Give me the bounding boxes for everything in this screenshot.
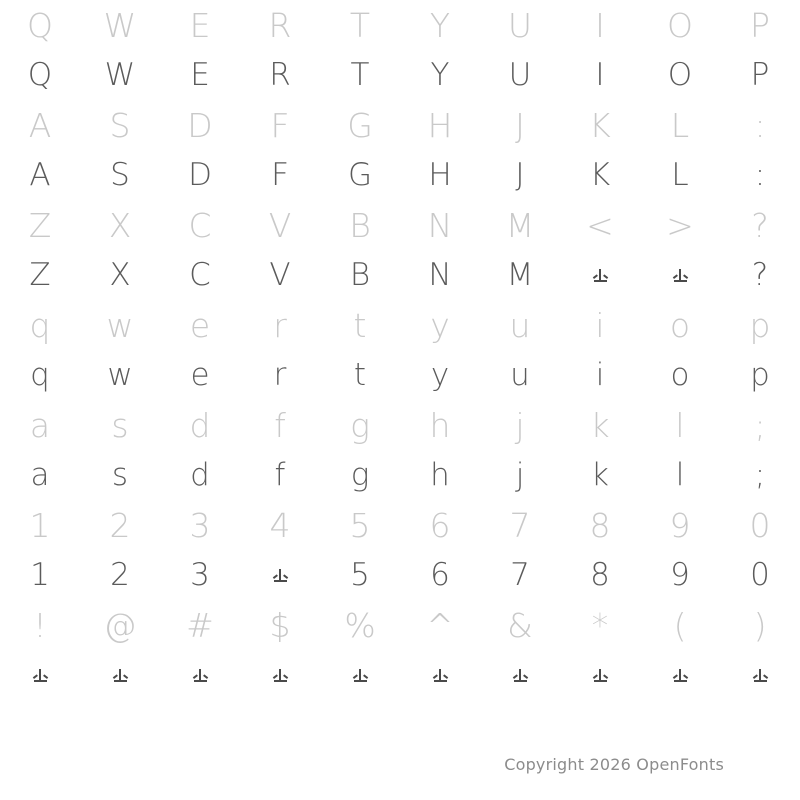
glyph-cell: w [106,305,134,345]
glyph-cell: Q [27,56,53,93]
glyph-cell: X [108,205,132,245]
glyph-cell: i [595,356,605,393]
glyph-cell: M [506,256,534,293]
copyright-notice: Copyright 2026 OpenFonts [504,755,724,774]
glyph-cell: h [429,405,451,445]
glyph-cell: A [29,156,51,193]
glyph-cell-notdef [560,650,640,700]
glyph-cell: 6 [429,505,451,545]
glyph-cell: i [595,305,605,345]
glyph-cell-notdef [240,550,320,600]
glyph-cell: D [187,105,213,145]
glyph-cell: B [349,205,371,245]
glyph-cell: N [428,256,452,293]
glyph-cell: k [590,405,610,445]
glyph-cell: G [347,156,373,193]
glyph-cell: 2 [109,505,131,545]
glyph-cell: @ [103,605,137,645]
glyph-cell: 4 [269,505,291,545]
glyph-cell: u [509,305,531,345]
glyph-cell: L [670,105,690,145]
glyph-cell-notdef [0,650,80,700]
notdef-box-icon [354,669,367,682]
glyph-cell: & [507,605,533,645]
glyph-cell: T [350,56,370,93]
notdef-box-icon [34,669,47,682]
notdef-box-icon [514,669,527,682]
glyph-cell-notdef [720,650,800,700]
glyph-cell: W [103,5,137,45]
glyph-cell: q [30,356,50,393]
notdef-box-icon [114,669,127,682]
glyph-cell: H [427,105,453,145]
glyph-cell-notdef [560,250,640,300]
glyph-cell: R [269,56,291,93]
glyph-cell: 7 [509,505,531,545]
glyph-cell: ; [754,405,766,445]
glyph-cell: * [591,605,609,645]
notdef-box-icon [594,669,607,682]
glyph-cell: f [274,456,286,493]
glyph-cell: u [510,356,530,393]
glyph-cell: 0 [750,556,770,593]
glyph-cell: J [515,156,525,193]
glyph-cell: I [595,56,605,93]
glyph-cell: 1 [30,556,50,593]
glyph-cell: E [190,56,210,93]
glyph-cell: V [268,205,292,245]
glyph-cell: ( [673,605,687,645]
glyph-cell: l [675,456,685,493]
glyph-cell: E [189,5,211,45]
glyph-cell: Z [28,205,52,245]
glyph-cell: a [30,456,50,493]
glyph-cell: K [589,105,611,145]
glyph-cell: g [350,456,370,493]
glyph-cell: d [189,405,211,445]
glyph-cell: < [586,205,614,245]
glyph-cell: : [754,105,766,145]
glyph-cell: 8 [590,556,610,593]
glyph-cell: M [505,205,535,245]
glyph-cell: h [430,456,450,493]
glyph-cell-notdef [160,650,240,700]
glyph-cell: ; [754,456,766,493]
glyph-cell: f [274,405,286,445]
glyph-cell: 8 [589,505,611,545]
glyph-cell: 0 [749,505,771,545]
glyph-cell-notdef [400,650,480,700]
notdef-box-icon [274,669,287,682]
glyph-cell: s [111,405,129,445]
notdef-box-icon [594,269,607,282]
glyph-cell: C [189,256,211,293]
glyph-cell: $ [269,605,291,645]
glyph-cell: 9 [670,556,690,593]
glyph-cell-notdef [640,250,720,300]
glyph-cell: e [189,305,211,345]
glyph-cell: > [666,205,694,245]
glyph-cell: e [190,356,210,393]
glyph-cell: 5 [349,505,371,545]
glyph-cell: : [754,156,766,193]
glyph-cell: o [670,356,690,393]
notdef-box-icon [434,669,447,682]
glyph-cell: t [353,305,367,345]
glyph-cell: I [595,5,605,45]
glyph-cell: 1 [29,505,51,545]
glyph-cell: 7 [510,556,530,593]
notdef-box-icon [674,269,687,282]
glyph-cell: L [671,156,689,193]
glyph-cell: Y [430,56,450,93]
notdef-box-icon [754,669,767,682]
glyph-cell: S [110,156,130,193]
glyph-cell: w [107,356,133,393]
notdef-box-icon [674,669,687,682]
glyph-cell: r [273,305,287,345]
glyph-cell: H [428,156,452,193]
glyph-cell: G [347,105,373,145]
glyph-cell: C [188,205,212,245]
glyph-cell: U [507,5,533,45]
notdef-box-icon [194,669,207,682]
glyph-cell: j [515,456,525,493]
glyph-cell-notdef [640,650,720,700]
glyph-cell: ? [751,256,769,293]
glyph-cell: F [270,105,290,145]
glyph-cell: 6 [430,556,450,593]
glyph-cell: O [667,5,693,45]
glyph-cell: g [350,405,370,445]
glyph-cell: S [109,105,131,145]
glyph-cell: j [515,405,525,445]
glyph-cell: ^ [426,605,454,645]
glyph-cell-notdef [80,650,160,700]
glyph-cell: t [353,356,367,393]
glyph-cell: s [111,456,129,493]
glyph-cell: ? [751,205,769,245]
glyph-cell-notdef [240,650,320,700]
glyph-cell: A [28,105,52,145]
glyph-cell: l [675,405,685,445]
glyph-cell: N [427,205,453,245]
glyph-cell-notdef [320,650,400,700]
glyph-cell: k [591,456,609,493]
glyph-cell: W [104,56,136,93]
glyph-cell: 3 [189,505,211,545]
glyph-cell: y [430,356,450,393]
glyph-cell: p [749,305,771,345]
glyph-cell: a [29,405,51,445]
glyph-cell: X [109,256,131,293]
glyph-cell: O [667,56,693,93]
glyph-cell: Q [27,5,53,45]
glyph-cell: F [271,156,289,193]
glyph-cell: ! [33,605,47,645]
glyph-cell: T [349,5,371,45]
glyph-cell: o [669,305,691,345]
glyph-cell: J [515,105,525,145]
glyph-cell: r [273,356,287,393]
glyph-cell: Z [29,256,51,293]
glyph-cell: Y [429,5,451,45]
glyph-cell: K [589,156,611,193]
glyph-cell: 5 [350,556,370,593]
glyph-cell-notdef [480,650,560,700]
glyph-cell: q [29,305,51,345]
glyph-cell: p [750,356,770,393]
glyph-cell: R [268,5,292,45]
glyph-cell: B [349,256,371,293]
glyph-cell: D [188,156,212,193]
glyph-cell: y [430,305,450,345]
notdef-box-icon [274,569,287,582]
glyph-cell: P [750,5,770,45]
glyph-cell: # [186,605,214,645]
glyph-cell: ) [753,605,767,645]
glyph-cell: P [750,56,770,93]
glyph-cell: % [344,605,376,645]
glyph-cell: 9 [669,505,691,545]
glyph-cell: 2 [110,556,130,593]
glyph-cell: 3 [190,556,210,593]
glyph-cell: d [190,456,210,493]
glyph-cell: V [269,256,291,293]
glyph-cell: U [508,56,532,93]
